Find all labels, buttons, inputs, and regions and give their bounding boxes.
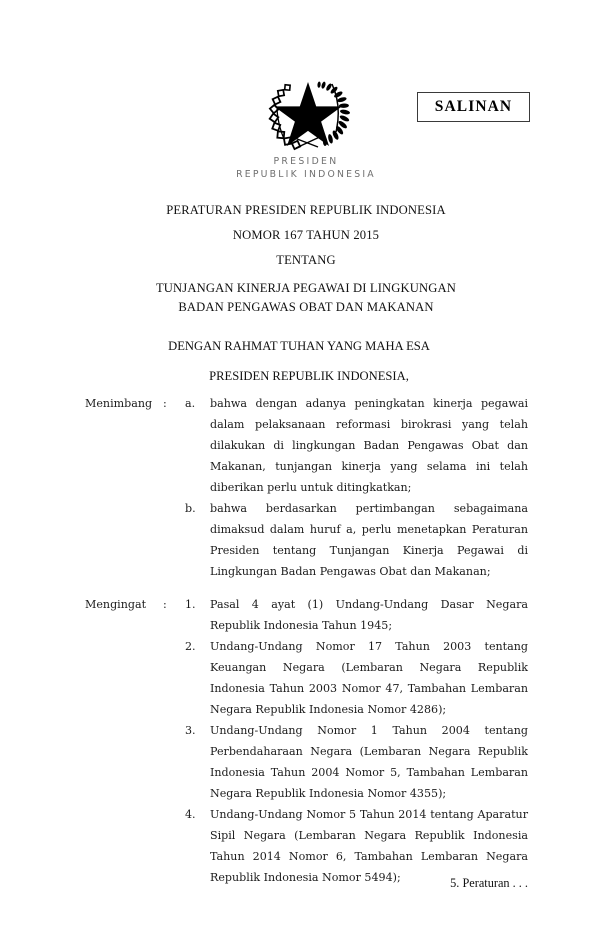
invocation-line: DENGAN RAHMAT TUHAN YANG MAHA ESA	[168, 339, 430, 353]
menimbang-heading-row	[0, 393, 612, 582]
letterhead-line-republik-indonesia: REPUBLIK INDONESIA	[236, 168, 376, 180]
letterhead-line-presiden: PRESIDEN	[273, 156, 339, 167]
title-block	[0, 198, 612, 316]
menimbang-item-list	[0, 393, 612, 582]
menimbang-item	[0, 393, 612, 498]
page-catchword: 5. Peraturan . . .	[450, 876, 528, 890]
mengingat-item	[0, 594, 612, 636]
tentang-line: TENTANG	[276, 253, 336, 267]
mengingat-item	[0, 636, 612, 720]
masthead	[0, 62, 612, 192]
mengingat-item-text: Undang-Undang Nomor 1 Tahun 2004 tentang Perbendaharaan Negara (Lembaran Negara Republik Indonesia Tahun 2004 Nomor 5, Tambahan Lembaran Negara Republik Indonesia Nomor 4355);	[210, 724, 528, 800]
menimbang-section	[0, 393, 612, 582]
letterhead	[0, 156, 612, 181]
mengingat-item-list	[0, 594, 612, 888]
garuda-star-wreath-emblem	[262, 65, 354, 157]
mengingat-section	[0, 594, 612, 888]
menimbang-item-text: bahwa berdasarkan pertimbangan sebagaimana dimaksud dalam huruf a, perlu menetapkan Peraturan Presiden tentang Tunjangan Kinerja Pegawai di Lingkungan Badan Pengawas Obat dan Makanan;	[210, 502, 528, 578]
mengingat-label: Mengingat	[85, 598, 147, 611]
regulation-number-line: NOMOR 167 TAHUN 2015	[232, 228, 380, 242]
enactment-block	[0, 338, 612, 385]
menimbang-item	[0, 498, 612, 582]
mengingat-item	[0, 720, 612, 804]
authority-line: PRESIDEN REPUBLIK INDONESIA,	[209, 369, 409, 383]
mengingat-item-marker: 4.	[185, 808, 196, 821]
mengingat-item-marker: 1.	[185, 598, 196, 611]
regulation-type-line: PERATURAN PRESIDEN REPUBLIK INDONESIA	[166, 203, 446, 217]
mengingat-heading-row	[0, 594, 612, 888]
mengingat-item-text: Pasal 4 ayat (1) Undang-Undang Dasar Negara Republik Indonesia Tahun 1945;	[210, 598, 528, 632]
mengingat-item-marker: 2.	[185, 640, 196, 653]
regulation-subject-line-2: BADAN PENGAWAS OBAT DAN MAKANAN	[178, 299, 434, 314]
menimbang-colon: :	[163, 397, 167, 410]
menimbang-item-marker: b.	[185, 502, 196, 515]
salinan-stamp	[417, 92, 530, 122]
mengingat-item-marker: 3.	[185, 724, 196, 737]
mengingat-item-text: Undang-Undang Nomor 5 Tahun 2014 tentang Aparatur Sipil Negara (Lembaran Negara Republik Indonesia Tahun 2014 Nomor 6, Tambahan Lembaran Negara Republik Indonesia Nomor 5494);	[210, 808, 528, 884]
mengingat-colon: :	[163, 598, 167, 611]
menimbang-label: Menimbang	[85, 397, 153, 410]
salinan-stamp-label: SALINAN	[434, 98, 513, 116]
menimbang-item-marker: a.	[185, 397, 196, 410]
regulation-subject-line-1: TUNJANGAN KINERJA PEGAWAI DI LINGKUNGAN	[155, 281, 457, 295]
menimbang-item-text: bahwa dengan adanya peningkatan kinerja pegawai dalam pelaksanaan reformasi birokrasi yang telah dilakukan di lingkungan Badan Pengawas Obat dan Makanan, tunjangan kinerja yang selama ini telah diberikan perlu untuk ditingkatkan;	[210, 397, 528, 494]
mengingat-item-text: Undang-Undang Nomor 17 Tahun 2003 tentang Keuangan Negara (Lembaran Negara Republik Indonesia Tahun 2003 Nomor 47, Tambahan Lembaran Negara Republik Indonesia Nomor 4286);	[210, 640, 528, 716]
